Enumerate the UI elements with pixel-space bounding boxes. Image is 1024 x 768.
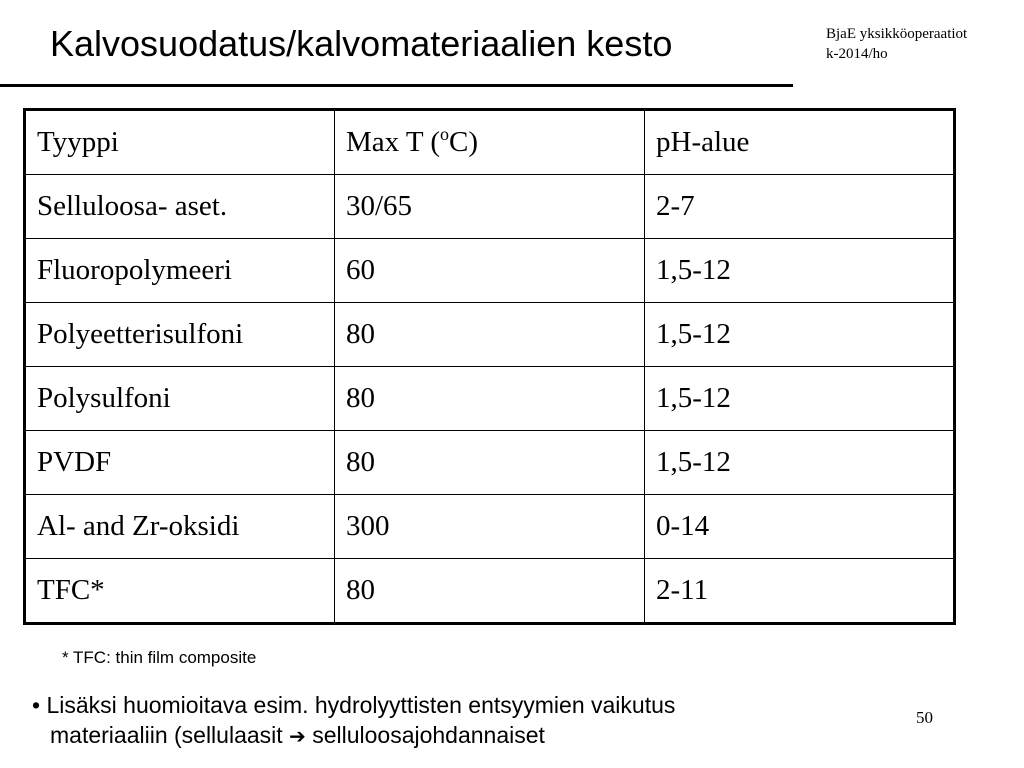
title-underline	[0, 84, 793, 87]
bullet-line-2-after: selluloosajohdannaiset	[305, 722, 545, 748]
cell-type: Fluoropolymeeri	[25, 239, 335, 303]
page-number: 50	[916, 708, 933, 727]
cell-type: Al- and Zr-oksidi	[25, 495, 335, 559]
cell-ph-range: 1,5-12	[645, 431, 955, 495]
cell-ph-range: 2-11	[645, 559, 955, 624]
header-max-temp-prefix: Max T (	[346, 126, 440, 158]
header-type: Tyyppi	[25, 110, 335, 175]
table-footnote: * TFC: thin film composite	[62, 648, 257, 667]
cell-type: PVDF	[25, 431, 335, 495]
cell-max-temp: 300	[335, 495, 645, 559]
header-max-temp	[335, 110, 645, 175]
cell-ph-range: 0-14	[645, 495, 955, 559]
cell-type: Polysulfoni	[25, 367, 335, 431]
header-max-temp-suffix: C)	[448, 126, 478, 158]
header-ph-range: pH-alue	[645, 110, 955, 175]
slide-title: Kalvosuodatus/kalvomateriaalien kesto	[50, 23, 673, 64]
cell-ph-range: 2-7	[645, 175, 955, 239]
bullet-line-2	[32, 720, 852, 751]
bullet-marker: •	[32, 692, 41, 718]
cell-ph-range: 1,5-12	[645, 303, 955, 367]
cell-ph-range: 1,5-12	[645, 367, 955, 431]
table-row	[25, 303, 955, 367]
bullet-line-1	[32, 690, 852, 720]
cell-max-temp: 60	[335, 239, 645, 303]
table-row	[25, 175, 955, 239]
cell-ph-range: 1,5-12	[645, 239, 955, 303]
degree-symbol: o	[439, 124, 449, 144]
right-arrow-icon: ➔	[289, 724, 306, 748]
bullet-line-2-before: materiaaliin (sellulaasit	[50, 722, 290, 748]
corner-note	[826, 24, 967, 64]
cell-max-temp: 80	[335, 367, 645, 431]
cell-max-temp: 80	[335, 303, 645, 367]
corner-note-line2: k-2014/ho	[826, 46, 888, 62]
bullet-line-1-text: Lisäksi huomioitava esim. hydrolyyttisten entsyymien vaikutus	[46, 692, 676, 718]
table-row	[25, 367, 955, 431]
table-row	[25, 559, 955, 624]
cell-max-temp: 30/65	[335, 175, 645, 239]
table-row	[25, 239, 955, 303]
table-header-row	[25, 110, 955, 175]
cell-max-temp: 80	[335, 559, 645, 624]
bullet-point	[32, 690, 852, 751]
cell-type: TFC*	[25, 559, 335, 624]
cell-max-temp: 80	[335, 431, 645, 495]
cell-type: Polyeetterisulfoni	[25, 303, 335, 367]
table-row	[25, 495, 955, 559]
membrane-table	[23, 108, 956, 625]
corner-note-line1: BjaE yksikköoperaatiot	[826, 26, 968, 42]
cell-type: Selluloosa- aset.	[25, 175, 335, 239]
table-row	[25, 431, 955, 495]
